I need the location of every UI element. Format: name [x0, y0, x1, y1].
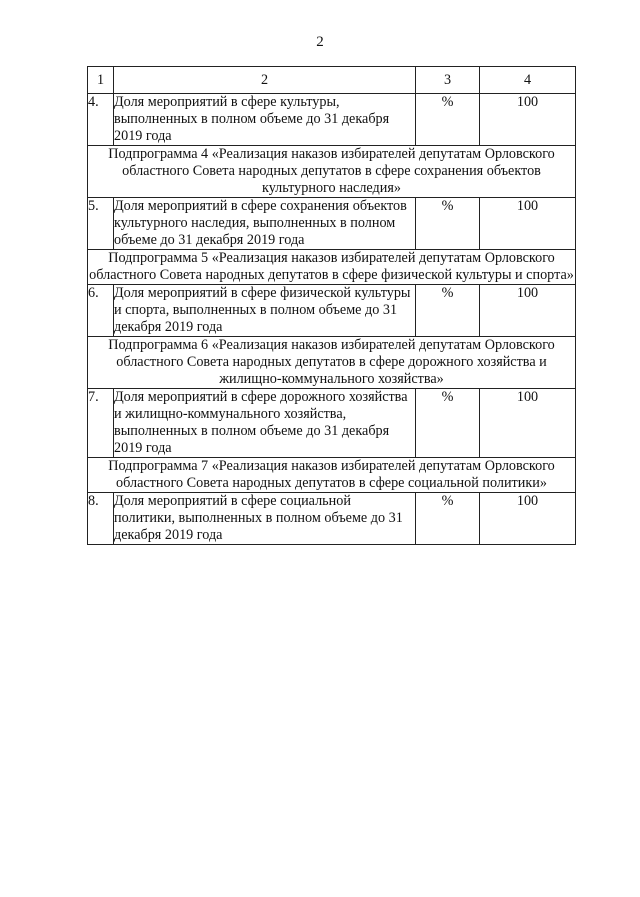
- target-value: 100: [480, 285, 576, 337]
- table-row: [88, 285, 576, 337]
- row-number: 8.: [88, 493, 114, 545]
- unit-of-measure: %: [416, 94, 480, 146]
- target-value: 100: [480, 94, 576, 146]
- subprogram-row: [88, 458, 576, 493]
- indicator-name: Доля мероприятий в сфере дорожного хозяйства и жилищно-коммунального хозяйства, выполненных в полном объеме до 31 декабря 2019 года: [114, 389, 416, 458]
- target-value: 100: [480, 198, 576, 250]
- table-row: [88, 198, 576, 250]
- subprogram-row: [88, 250, 576, 285]
- row-number: 6.: [88, 285, 114, 337]
- unit-of-measure: %: [416, 389, 480, 458]
- page-number: 2: [316, 34, 324, 50]
- subprogram-title: Подпрограмма 6 «Реализация наказов избирателей депутатам Орловского областного Совета народных депутатов в сфере дорожного хозяйства и жилищно-коммунального хозяйства»: [88, 337, 576, 389]
- indicator-name: Доля мероприятий в сфере сохранения объектов культурного наследия, выполненных в полном объеме до 31 декабря 2019 года: [114, 198, 416, 250]
- row-number: 5.: [88, 198, 114, 250]
- row-number: 7.: [88, 389, 114, 458]
- indicators-table: [87, 66, 576, 545]
- indicator-name: Доля мероприятий в сфере социальной политики, выполненных в полном объеме до 31 декабря 2019 года: [114, 493, 416, 545]
- column-header: 2: [114, 67, 416, 94]
- column-header: 4: [480, 67, 576, 94]
- target-value: 100: [480, 389, 576, 458]
- subprogram-title: Подпрограмма 4 «Реализация наказов избирателей депутатам Орловского областного Совета народных депутатов в сфере сохранения объектов культурного наследия»: [88, 146, 576, 198]
- table-row: [88, 389, 576, 458]
- unit-of-measure: %: [416, 493, 480, 545]
- table-row: [88, 94, 576, 146]
- unit-of-measure: %: [416, 198, 480, 250]
- table-row: [88, 493, 576, 545]
- subprogram-title: Подпрограмма 7 «Реализация наказов избирателей депутатам Орловского областного Совета народных депутатов в сфере социальной политики»: [88, 458, 576, 493]
- subprogram-title: Подпрограмма 5 «Реализация наказов избирателей депутатам Орловского областного Совета народных депутатов в сфере физической культуры и спорта»: [89, 250, 574, 283]
- row-number: 4.: [88, 94, 114, 146]
- target-value: 100: [480, 493, 576, 545]
- subprogram-row: [88, 337, 576, 389]
- indicator-name: Доля мероприятий в сфере культуры, выполненных в полном объеме до 31 декабря 2019 года: [114, 94, 416, 146]
- unit-of-measure: %: [416, 285, 480, 337]
- subprogram-row: [88, 146, 576, 198]
- table-header-row: [88, 67, 576, 94]
- column-header: 1: [88, 67, 114, 94]
- column-header: 3: [416, 67, 480, 94]
- indicator-name: Доля мероприятий в сфере физической культуры и спорта, выполненных в полном объеме до 31 декабря 2019 года: [114, 285, 416, 337]
